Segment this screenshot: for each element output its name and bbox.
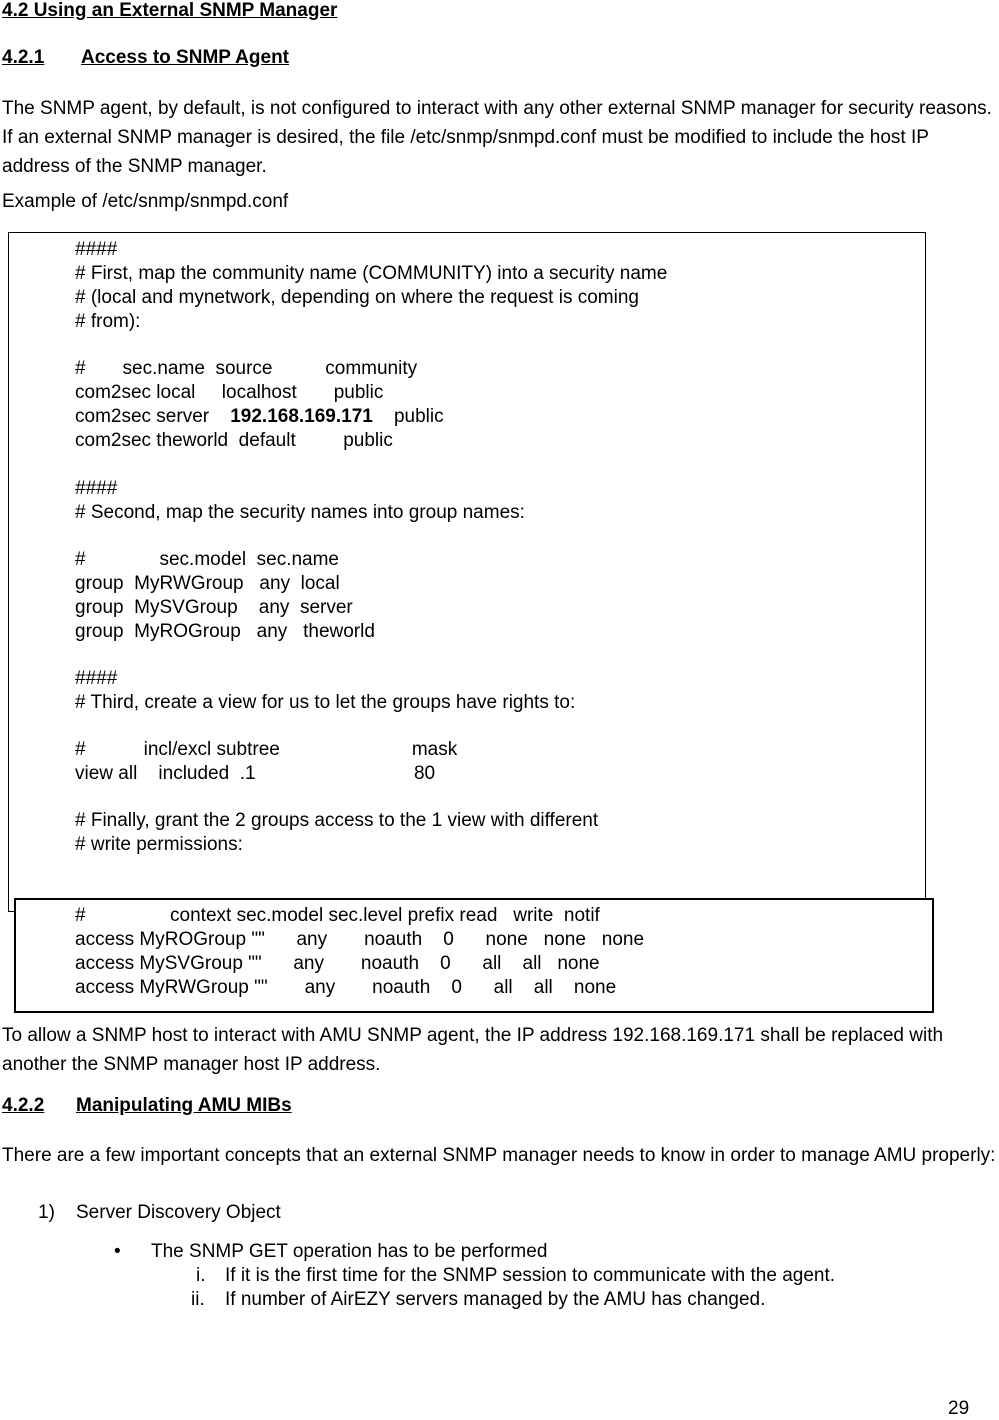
- code-line: ####: [75, 478, 118, 499]
- code-line: access MyROGroup "" any noauth 0 none none none: [75, 929, 645, 950]
- code-line: view all included .1 80: [75, 763, 436, 784]
- code-line: # (local and mynetwork, depending on where the request is coming: [75, 287, 639, 308]
- code-line: # from):: [75, 311, 141, 332]
- sublist-item: If number of AirEZY servers managed by the AMU has changed.: [225, 1289, 766, 1310]
- subsection-number-4-2-1: 4.2.1: [2, 47, 45, 68]
- replace-ip-note: To allow a SNMP host to interact with AMU SNMP agent, the IP address 192.168.169.171 shall be replaced with another the SNMP manager host IP address.: [2, 1025, 944, 1075]
- subsection-title-access: Access to SNMP Agent: [81, 47, 289, 68]
- code-line: # write permissions:: [75, 834, 243, 855]
- list-number: 1): [38, 1202, 55, 1223]
- code-line: ####: [75, 239, 118, 260]
- sublist-number: ii.: [191, 1289, 205, 1310]
- code-line: # First, map the community name (COMMUNITY) into a security name: [75, 263, 668, 284]
- code-line-server: [75, 405, 444, 429]
- sublist-number: i.: [196, 1265, 206, 1286]
- section-heading: 4.2 Using an External SNMP Manager: [2, 0, 338, 21]
- page-number: 29: [948, 1398, 970, 1419]
- code-fragment: com2sec server: [75, 406, 231, 427]
- code-fragment: public: [372, 406, 444, 427]
- concepts-paragraph: There are a few important concepts that an external SNMP manager needs to know in order to manage AMU properly:: [2, 1145, 996, 1166]
- bullet-text: The SNMP GET operation has to be performed: [151, 1241, 548, 1262]
- bullet-icon: •: [114, 1241, 121, 1262]
- code-line: # sec.model sec.name: [75, 549, 339, 570]
- code-line: # Finally, grant the 2 groups access to the 1 view with different: [75, 810, 599, 831]
- code-line: # context sec.model sec.level prefix read write notif: [75, 905, 600, 926]
- intro-paragraph: The SNMP agent, by default, is not configured to interact with any other external SNMP manager for security reasons. If an external SNMP manager is desired, the file /etc/snmp/snmpd.conf must be modified to include the host IP address of the SNMP manager.: [2, 98, 992, 177]
- code-line: group MyRWGroup any local: [75, 573, 340, 594]
- code-line: ####: [75, 668, 118, 689]
- subsection-number-4-2-2: 4.2.2: [2, 1095, 45, 1116]
- code-line: group MyROGroup any theworld: [75, 621, 375, 642]
- example-caption: Example of /etc/snmp/snmpd.conf: [2, 191, 289, 212]
- sublist-item: If it is the first time for the SNMP session to communicate with the agent.: [225, 1265, 836, 1286]
- code-line: access MyRWGroup "" any noauth 0 all all none: [75, 977, 617, 998]
- list-item-server-discovery: Server Discovery Object: [76, 1202, 281, 1223]
- code-line: com2sec theworld default public: [75, 430, 393, 451]
- server-ip-address: 192.168.169.171: [230, 406, 373, 427]
- code-line: access MySVGroup "" any noauth 0 all all none: [75, 953, 600, 974]
- subsection-title-mibs: Manipulating AMU MIBs: [76, 1095, 292, 1116]
- code-line: # incl/excl subtree mask: [75, 739, 458, 760]
- code-line: # sec.name source community: [75, 358, 418, 379]
- code-line: group MySVGroup any server: [75, 597, 353, 618]
- code-line: # Second, map the security names into group names:: [75, 502, 525, 523]
- code-line: com2sec local localhost public: [75, 382, 384, 403]
- code-line: # Third, create a view for us to let the groups have rights to:: [75, 692, 576, 713]
